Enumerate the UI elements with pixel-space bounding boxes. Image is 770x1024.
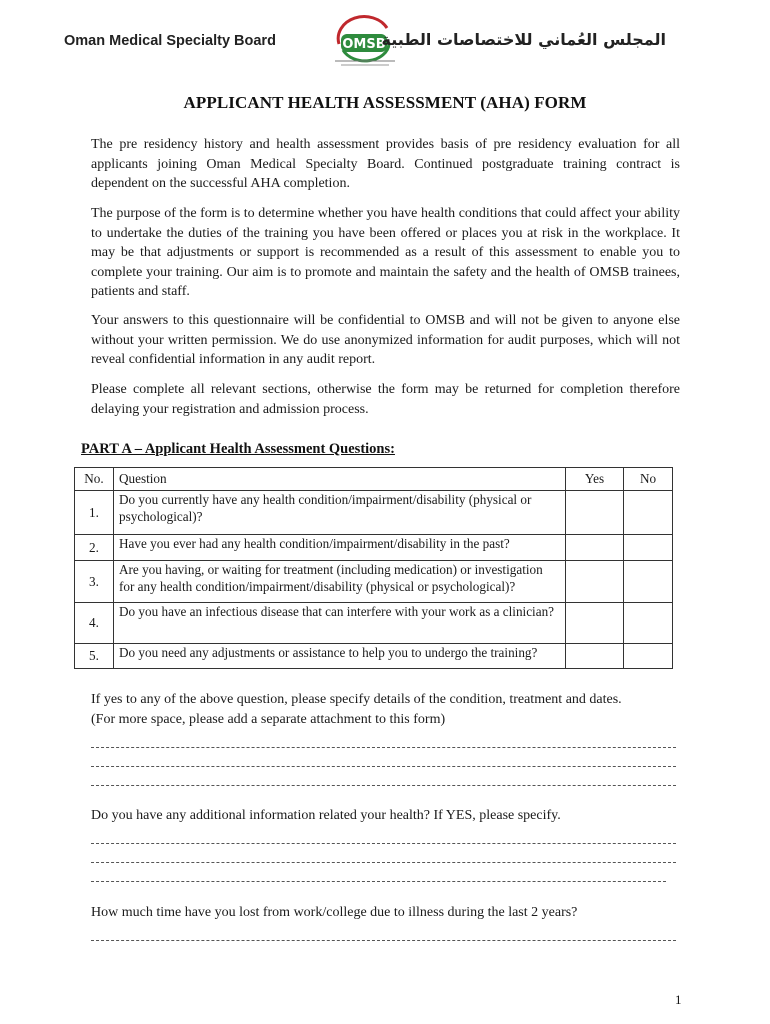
table-row <box>75 535 673 561</box>
health-questions-table <box>74 467 673 669</box>
question-number: 4. <box>75 603 114 644</box>
question-text: Do you currently have any health condition/impairment/disability (physical or psychological)? <box>114 491 566 535</box>
additional-info-question: Do you have any additional information related your health? If YES, please specify. <box>91 808 561 823</box>
answer-line[interactable] <box>91 843 676 844</box>
answer-no-cell[interactable] <box>624 644 673 669</box>
intro-paragraph-2: The purpose of the form is to determine whether you have health conditions that could affect your ability to undertake the duties of the training you have been offered or places you at risk in the workplace. It may be that adjustments or support is recommended as a result of this assessment to enable you to complete your training. Our aim is to promote and maintain the safety and the health of OMSB trainees, patients and staff. <box>91 206 680 300</box>
question-number: 2. <box>75 535 114 561</box>
answer-no-cell[interactable] <box>624 535 673 561</box>
answer-no-cell[interactable] <box>624 561 673 603</box>
answer-no-cell[interactable] <box>624 603 673 644</box>
answer-no-cell[interactable] <box>624 491 673 535</box>
table-row <box>75 644 673 669</box>
header-arabic-name: المجلس العُماني للاختصاصات الطبية <box>381 30 666 49</box>
question-number: 5. <box>75 644 114 669</box>
more-space-note: (For more space, please add a separate attachment to this form) <box>91 712 446 727</box>
question-text: Are you having, or waiting for treatment (including medication) or investigation for any health condition/impairment/disability (physical or psychological)? <box>114 561 566 603</box>
question-number: 1. <box>75 491 114 535</box>
intro-paragraph-4: Please complete all relevant sections, otherwise the form may be returned for completion therefore delaying your registration and admission process. <box>91 382 680 417</box>
col-no-answer-header: No <box>624 468 673 491</box>
col-question-header: Question <box>114 468 566 491</box>
answer-line[interactable] <box>91 862 676 863</box>
question-number: 3. <box>75 561 114 603</box>
answer-yes-cell[interactable] <box>566 561 624 603</box>
answer-yes-cell[interactable] <box>566 535 624 561</box>
question-text: Do you need any adjustments or assistance to help you to undergo the training? <box>114 644 566 669</box>
answer-line[interactable] <box>91 881 666 882</box>
answer-line[interactable] <box>91 747 676 748</box>
page-number: 1 <box>675 992 682 1007</box>
answer-yes-cell[interactable] <box>566 603 624 644</box>
answer-yes-cell[interactable] <box>566 491 624 535</box>
col-no-header: No. <box>75 468 114 491</box>
table-header-row <box>75 468 673 491</box>
part-a-heading: PART A – Applicant Health Assessment Questions: <box>81 441 395 457</box>
table-row <box>75 491 673 535</box>
form-title: APPLICANT HEALTH ASSESSMENT (AHA) FORM <box>183 93 587 112</box>
svg-text:OMSB: OMSB <box>342 37 386 52</box>
if-yes-instruction: If yes to any of the above question, please specify details of the condition, treatment and dates. <box>91 692 622 707</box>
answer-line[interactable] <box>91 766 676 767</box>
time-lost-question: How much time have you lost from work/college due to illness during the last 2 years? <box>91 905 578 920</box>
question-text: Have you ever had any health condition/impairment/disability in the past? <box>114 535 566 561</box>
table-row <box>75 561 673 603</box>
intro-paragraph-3: Your answers to this questionnaire will be confidential to OMSB and will not be given to anyone else without your written permission. We do use anonymized information for audit purposes, which will not reveal confidential information in any audit report. <box>91 313 680 368</box>
answer-line[interactable] <box>91 940 676 941</box>
col-yes-header: Yes <box>566 468 624 491</box>
table-row <box>75 603 673 644</box>
header-organization-name: Oman Medical Specialty Board <box>64 33 276 49</box>
answer-line[interactable] <box>91 785 676 786</box>
intro-paragraph-1: The pre residency history and health assessment provides basis of pre residency evaluation for all applicants joining Oman Medical Specialty Board. Continued postgraduate training contract is dependent on the successful AHA completion. <box>91 137 680 192</box>
question-text: Do you have an infectious disease that can interfere with your work as a clinician? <box>114 603 566 644</box>
answer-yes-cell[interactable] <box>566 644 624 669</box>
